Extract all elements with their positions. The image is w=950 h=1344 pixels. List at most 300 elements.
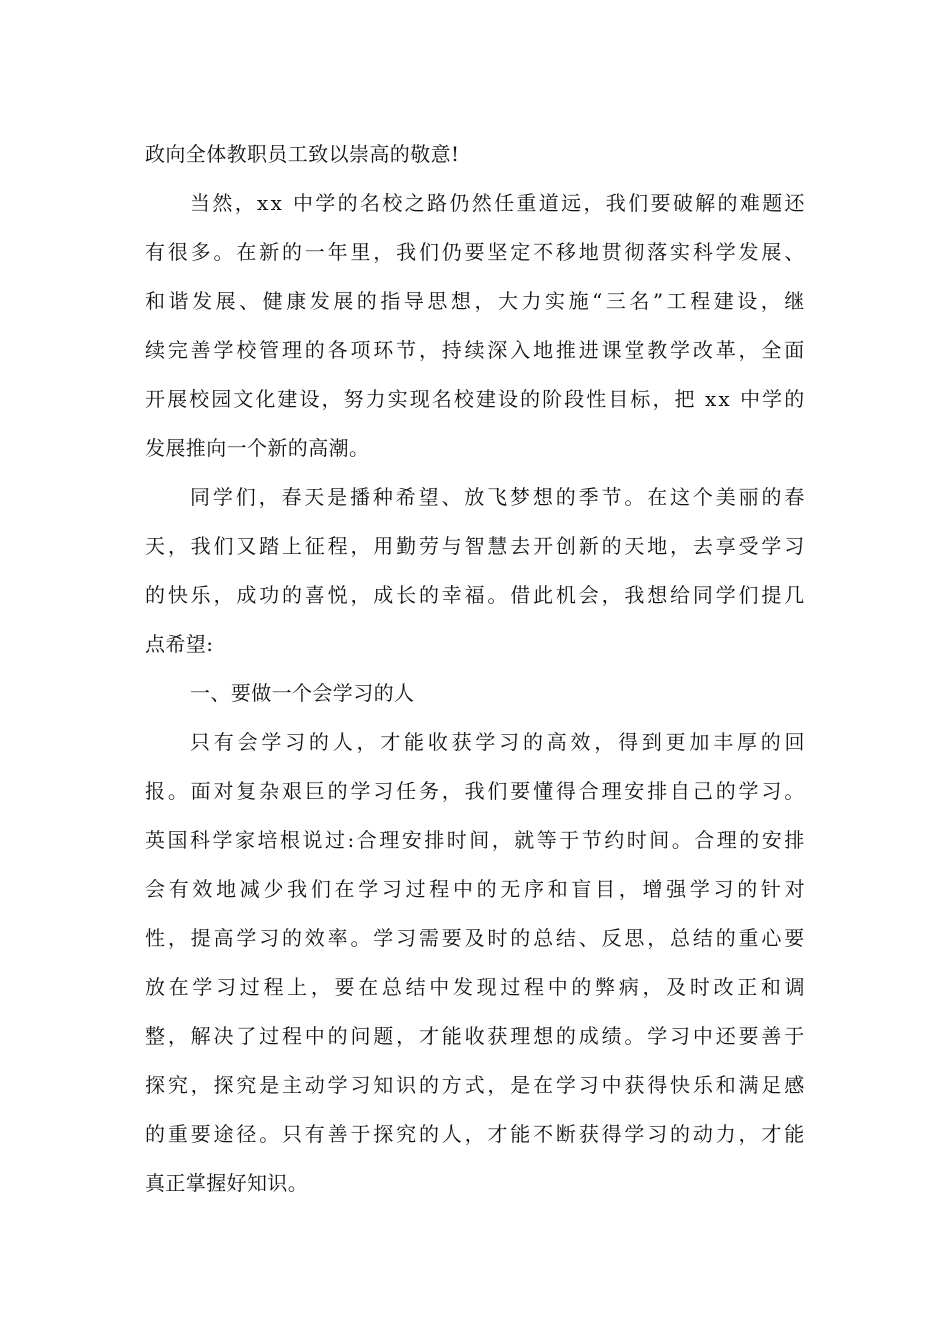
glyph: 实 (387, 387, 409, 411)
glyph: 目 (595, 877, 616, 901)
glyph: 飞 (487, 485, 508, 509)
glyph: 们 (487, 779, 508, 803)
glyph: 习 (396, 926, 417, 950)
glyph: 学 (555, 1073, 577, 1097)
glyph: ， (167, 1024, 189, 1048)
glyph: 园 (211, 387, 232, 411)
glyph: 学 (762, 387, 783, 411)
glyph: 高 (213, 926, 234, 950)
glyph: 艰 (281, 779, 303, 803)
glyph: 思 (624, 926, 645, 950)
glyph: 的 (555, 485, 577, 509)
glyph: 厚 (736, 730, 758, 754)
glyph: 管 (259, 338, 280, 362)
glyph: 希 (395, 485, 417, 509)
glyph: 完 (167, 338, 189, 362)
glyph: 之 (404, 191, 426, 215)
glyph: 学 (236, 926, 257, 950)
glyph: 要 (738, 1024, 759, 1048)
glyph: 设 (498, 387, 519, 411)
glyph: 发 (309, 289, 331, 313)
glyph: 文 (233, 387, 254, 411)
glyph: 的 (476, 877, 498, 901)
glyph: 整 (145, 1024, 166, 1048)
glyph: 们 (213, 534, 234, 558)
glyph: ， (642, 975, 663, 999)
glyph: 。 (624, 485, 645, 509)
glyph: 名 (629, 289, 650, 313)
glyph: 巨 (304, 779, 326, 803)
glyph: 乐 (692, 1073, 714, 1097)
glyph: 学 (670, 338, 691, 362)
glyph: 识 (396, 1073, 417, 1097)
glyph: 强 (666, 877, 687, 901)
glyph: 的 (356, 289, 378, 313)
glyph: ， (647, 926, 668, 950)
glyph: 天 (624, 534, 645, 558)
glyph: 得 (647, 1073, 668, 1097)
glyph: 于 (784, 1024, 805, 1048)
glyph: 学 (715, 240, 737, 264)
glyph: 知 (373, 1073, 394, 1097)
glyph: 远 (561, 191, 582, 215)
glyph: 加 (689, 730, 710, 754)
glyph: 复 (236, 779, 257, 803)
glyph: 勤 (396, 534, 417, 558)
glyph: 。 (784, 779, 805, 803)
glyph: 才 (380, 730, 401, 754)
glyph: 的 (308, 730, 330, 754)
glyph: 学 (689, 877, 711, 901)
glyph: 和 (715, 1073, 737, 1097)
glyph: 能 (404, 730, 425, 754)
glyph: 面 (190, 779, 212, 803)
glyph: x (718, 387, 731, 411)
glyph: 心 (761, 926, 782, 950)
glyph: 各 (327, 338, 349, 362)
glyph: ， (167, 926, 189, 950)
glyph: ， (167, 534, 189, 558)
glyph: 的 (760, 730, 782, 754)
glyph: 机 (555, 583, 577, 607)
glyph: 是 (259, 1073, 280, 1097)
glyph: 三 (605, 289, 627, 313)
glyph: ， (474, 289, 495, 313)
glyph: 美 (715, 485, 737, 509)
glyph: 的 (337, 191, 359, 215)
glyph: 过 (325, 828, 346, 852)
glyph: 学 (212, 485, 234, 509)
glyph: 会 (578, 583, 600, 607)
glyph: 任 (494, 191, 515, 215)
glyph: 学 (715, 583, 737, 607)
glyph: 阶 (542, 387, 563, 411)
glyph: 会 (237, 730, 258, 754)
glyph: 得 (601, 1122, 622, 1146)
glyph: 里 (350, 240, 371, 264)
glyph: 程 (690, 289, 711, 313)
glyph: 校 (382, 191, 403, 215)
glyph: 劳 (418, 534, 440, 558)
text-line (145, 179, 805, 228)
glyph: ， (601, 583, 622, 607)
glyph: 感 (784, 1073, 805, 1097)
text-line (145, 522, 805, 571)
glyph: 们 (310, 877, 332, 901)
glyph: ， (760, 289, 782, 313)
glyph: 习 (499, 730, 520, 754)
glyph: 过 (259, 1024, 280, 1048)
glyph: 教 (647, 338, 668, 362)
glyph: 全 (761, 338, 782, 362)
text-line (145, 718, 805, 767)
glyph: 展 (215, 289, 236, 313)
glyph: 的 (418, 1122, 440, 1146)
glyph: 性 (145, 926, 166, 950)
glyph: 的 (761, 485, 782, 509)
glyph: 然 (212, 191, 233, 215)
glyph: 得 (555, 779, 577, 803)
glyph: 中 (452, 877, 474, 901)
glyph: 的 (418, 1073, 440, 1097)
text-line: 发展推向一个新的高潮。 (145, 436, 370, 460)
glyph: 要 (190, 1122, 212, 1146)
glyph: 于 (350, 1122, 371, 1146)
text-line (145, 277, 805, 326)
glyph: 踏 (259, 534, 280, 558)
glyph (284, 179, 291, 228)
glyph: 动 (692, 1122, 714, 1146)
glyph: 程 (281, 1024, 303, 1048)
glyph: 收 (427, 730, 449, 754)
glyph: 无 (500, 877, 521, 901)
glyph: 减 (239, 877, 261, 901)
glyph: 有 (145, 240, 166, 264)
glyph: 指 (380, 289, 401, 313)
glyph: 己 (692, 779, 714, 803)
glyph: 、 (784, 240, 805, 264)
glyph: 探 (373, 1122, 394, 1146)
glyph: 道 (538, 191, 560, 215)
glyph: 们 (418, 240, 440, 264)
glyph: 的 (670, 1122, 691, 1146)
glyph: 展 (333, 289, 354, 313)
glyph: 过 (500, 975, 521, 999)
glyph: 了 (236, 1024, 257, 1048)
glyph: 春 (784, 485, 805, 509)
glyph: 是 (510, 1073, 531, 1097)
glyph: 喜 (304, 583, 326, 607)
glyph: 推 (555, 338, 577, 362)
glyph: 努 (343, 387, 364, 411)
glyph: 。 (624, 1024, 645, 1048)
glyph: ， (321, 387, 342, 411)
glyph: 丽 (738, 485, 760, 509)
glyph: 说 (302, 828, 323, 852)
glyph: 季 (578, 485, 600, 509)
glyph: 获 (578, 1122, 600, 1146)
glyph: 及 (666, 975, 687, 999)
glyph: 究 (396, 1122, 417, 1146)
glyph: ， (234, 191, 256, 215)
glyph: 中 (292, 191, 314, 215)
glyph: 成 (236, 583, 257, 607)
glyph: 放 (145, 975, 166, 999)
glyph: 题 (373, 1024, 394, 1048)
glyph: 习 (761, 779, 782, 803)
glyph: 实 (545, 289, 566, 313)
glyph: 上 (281, 534, 303, 558)
glyph: 播 (350, 485, 371, 509)
glyph: 人 (441, 1122, 463, 1146)
glyph: 学 (261, 730, 282, 754)
glyph: 时 (626, 828, 648, 852)
glyph: 发 (452, 975, 474, 999)
glyph: 过 (405, 877, 426, 901)
glyph: 重 (738, 926, 759, 950)
glyph: 过 (239, 975, 261, 999)
glyph: 设 (737, 289, 758, 313)
glyph: 借 (510, 583, 531, 607)
glyph: 名 (431, 387, 453, 411)
glyph: 有 (168, 877, 190, 901)
glyph: x (704, 387, 717, 411)
glyph: ， (396, 1024, 417, 1048)
glyph: 和 (145, 289, 166, 313)
glyph: 课 (601, 338, 622, 362)
glyph: 节 (601, 485, 622, 509)
glyph: 理 (510, 1024, 531, 1048)
glyph: 更 (665, 730, 687, 754)
glyph: 时 (446, 828, 468, 852)
glyph: ， (373, 240, 394, 264)
glyph: 改 (713, 975, 734, 999)
glyph: 中 (740, 387, 761, 411)
glyph: 安 (761, 828, 783, 852)
glyph: 落 (647, 240, 668, 264)
glyph: x (257, 191, 269, 215)
glyph: 的 (281, 926, 303, 950)
glyph: 等 (536, 828, 558, 852)
glyph: 中 (547, 975, 569, 999)
glyph: 个 (692, 485, 714, 509)
glyph: 上 (287, 975, 308, 999)
glyph: 给 (670, 583, 691, 607)
glyph: ， (738, 338, 759, 362)
glyph: 务 (418, 779, 440, 803)
glyph: 率 (327, 926, 349, 950)
glyph: 国 (167, 828, 188, 852)
glyph: 很 (167, 240, 189, 264)
glyph: 我 (396, 240, 417, 264)
glyph: 思 (427, 289, 448, 313)
glyph: ， (670, 534, 691, 558)
glyph: 能 (441, 1024, 463, 1048)
glyph: 式 (464, 1073, 485, 1097)
glyph: 就 (514, 828, 535, 852)
text-line (145, 375, 805, 424)
glyph: 科 (190, 828, 211, 852)
glyph: 续 (464, 338, 485, 362)
glyph: 调 (784, 975, 805, 999)
glyph: 结 (405, 975, 426, 999)
glyph: 目 (608, 387, 629, 411)
glyph: 高 (546, 730, 568, 754)
glyph: 于 (559, 828, 580, 852)
glyph: ， (190, 1073, 212, 1097)
glyph: 中 (601, 1073, 622, 1097)
glyph: 同 (190, 485, 211, 509)
glyph: 建 (475, 387, 497, 411)
glyph: 把 (674, 387, 695, 411)
glyph: 会 (145, 877, 166, 901)
glyph: 足 (761, 1073, 782, 1097)
glyph: 动 (304, 1073, 326, 1097)
glyph: 用 (373, 534, 394, 558)
glyph: 标 (630, 387, 651, 411)
glyph: 们 (235, 485, 257, 509)
glyph: 。 (259, 1122, 280, 1146)
glyph: 解 (190, 1024, 212, 1048)
glyph: 导 (403, 289, 425, 313)
glyph: 杂 (259, 779, 280, 803)
glyph: 的 (304, 338, 326, 362)
glyph: 习 (647, 1122, 668, 1146)
glyph: 学 (192, 975, 213, 999)
glyph: 根 (280, 828, 301, 852)
glyph: 提 (761, 583, 782, 607)
glyph: 在 (647, 485, 668, 509)
glyph: 仍 (441, 240, 463, 264)
glyph: 盲 (571, 877, 592, 901)
glyph: 能 (784, 1122, 805, 1146)
glyph: 学 (212, 828, 233, 852)
glyph: 在 (334, 877, 355, 901)
glyph: 少 (263, 877, 284, 901)
glyph: 的 (784, 387, 805, 411)
glyph: 学 (475, 730, 496, 754)
glyph: 还 (784, 191, 805, 215)
glyph: 受 (738, 534, 759, 558)
glyph: 不 (533, 1122, 554, 1146)
glyph: 收 (464, 1024, 485, 1048)
glyph: 工 (666, 289, 688, 313)
glyph: 征 (304, 534, 326, 558)
glyph: 一 (304, 240, 326, 264)
glyph: ， (583, 191, 604, 215)
glyph: 持 (441, 338, 463, 362)
glyph: 。 (167, 779, 189, 803)
text-line (145, 865, 805, 914)
glyph: 合 (578, 779, 600, 803)
glyph: 智 (464, 534, 485, 558)
glyph: 人 (332, 730, 354, 754)
glyph: 的 (715, 926, 737, 950)
glyph: 不 (533, 240, 554, 264)
glyph: 们 (738, 583, 759, 607)
document-body (145, 130, 805, 1208)
text-line (145, 1061, 805, 1110)
glyph: 重 (516, 191, 537, 215)
glyph: 建 (713, 289, 735, 313)
glyph: 获 (451, 730, 472, 754)
glyph: 理 (601, 779, 622, 803)
glyph: 探 (213, 1073, 234, 1097)
glyph: 多 (190, 240, 212, 264)
text-line (145, 326, 805, 375)
glyph: 总 (381, 975, 403, 999)
glyph: 善 (190, 338, 212, 362)
glyph: ， (350, 534, 371, 558)
glyph: 要 (650, 191, 671, 215)
glyph: 究 (167, 1073, 189, 1097)
glyph: 梦 (510, 485, 531, 509)
text-line: 政向全体教职员工致以崇高的敬意! (145, 142, 460, 166)
glyph: x (270, 191, 283, 215)
glyph: 改 (692, 338, 714, 362)
glyph: 种 (372, 485, 394, 509)
glyph: 合 (356, 828, 378, 852)
text-line: 真正掌握好知识。 (145, 1171, 309, 1195)
glyph: 的 (327, 779, 349, 803)
glyph: 在 (533, 1073, 554, 1097)
glyph: 地 (578, 240, 600, 264)
glyph: 习 (350, 1073, 371, 1097)
glyph: 的 (145, 583, 166, 607)
glyph: 习 (373, 779, 394, 803)
glyph: 快 (167, 583, 189, 607)
glyph: 序 (524, 877, 545, 901)
glyph: 约 (604, 828, 625, 852)
glyph: 只 (281, 1122, 303, 1146)
glyph: 谐 (168, 289, 189, 313)
glyph: 及 (464, 926, 485, 950)
glyph: 只 (190, 730, 211, 754)
glyph: 我 (190, 534, 212, 558)
glyph: 学 (315, 191, 336, 215)
glyph: 反 (601, 926, 622, 950)
glyph: 我 (464, 779, 485, 803)
glyph: 的 (715, 779, 737, 803)
glyph: 地 (647, 534, 668, 558)
glyph: 现 (476, 975, 498, 999)
glyph: 去 (510, 534, 531, 558)
glyph: 当 (190, 191, 211, 215)
glyph: 获 (624, 1073, 645, 1097)
glyph: 我 (624, 583, 645, 607)
glyph: 难 (739, 191, 761, 215)
glyph: 排 (647, 779, 668, 803)
glyph: 功 (259, 583, 280, 607)
glyph: 路 (427, 191, 448, 215)
glyph: 新 (578, 534, 600, 558)
glyph: 续 (145, 338, 166, 362)
glyph: 天 (304, 485, 325, 509)
glyph: 现 (409, 387, 431, 411)
glyph: 我 (287, 877, 308, 901)
glyph: 的 (281, 583, 303, 607)
glyph: 提 (190, 926, 212, 950)
glyph: 排 (424, 828, 445, 852)
glyph: 的 (522, 730, 544, 754)
glyph (697, 375, 704, 424)
glyph: 效 (192, 877, 213, 901)
glyph: 还 (715, 1024, 737, 1048)
glyph (732, 375, 739, 424)
glyph: 程 (327, 534, 349, 558)
glyph: 。 (487, 583, 508, 607)
glyph: 新 (259, 240, 280, 264)
